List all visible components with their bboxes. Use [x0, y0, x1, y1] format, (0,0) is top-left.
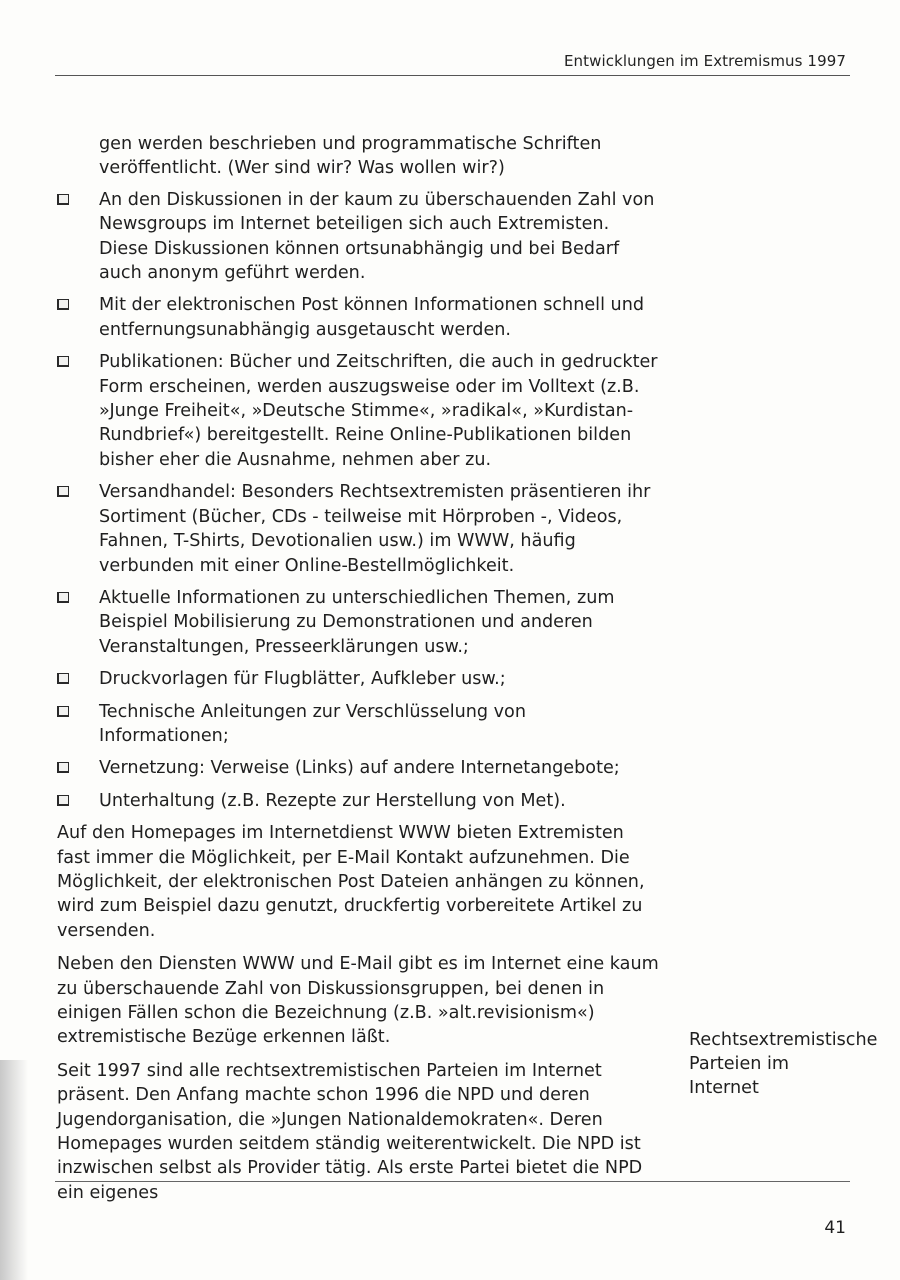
checkbox-bullet-icon: [57, 194, 69, 205]
checkbox-bullet-icon: [57, 673, 69, 684]
footer-rule: [55, 1181, 850, 1182]
checkbox-bullet-icon: [57, 356, 69, 367]
main-text-column: [57, 132, 659, 1214]
list-item: [57, 700, 659, 749]
list-item-text: Versandhandel: Besonders Rechtsextremisten präsentieren ihr Sortiment (Bücher, CDs - teilweise mit Hörproben -, Videos, Fahnen, T-Shirts, Devotionalien usw.) im WWW, häufig verbunden mit einer Online-Bestellmöglichkeit.: [99, 482, 651, 576]
list-item-text: Vernetzung: Verweise (Links) auf andere Internetangebote;: [99, 758, 620, 779]
list-item: [57, 188, 659, 286]
margin-note: Rechtsextremistische Parteien im Internet: [689, 1030, 878, 1098]
checkbox-bullet-icon: [57, 795, 69, 806]
list-item-text: Aktuelle Informationen zu unterschiedlichen Themen, zum Beispiel Mobilisierung zu Demonstrationen und anderen Veranstaltungen, Presseerklärungen usw.;: [99, 587, 615, 657]
list-item-text: Publikationen: Bücher und Zeitschriften, die auch in gedruckter Form erscheinen, werden auszugsweise oder im Volltext (z.B. »Junge Freiheit«, »Deutsche Stimme«, »radikal«, »Kurdistan-Rundbrief«) bereitgestellt. Reine Online-Publikationen bilden bisher eher die Ausnahme, nehmen aber zu.: [99, 352, 658, 470]
list-item-text: Unterhaltung (z.B. Rezepte zur Herstellung von Met).: [99, 790, 566, 811]
binding-shadow: [0, 1060, 28, 1280]
list-item-text: Technische Anleitungen zur Verschlüsselung von Informationen;: [99, 701, 526, 746]
list-item: [57, 350, 659, 472]
checkbox-bullet-icon: [57, 706, 69, 717]
list-item: [57, 586, 659, 659]
list-item: [57, 756, 659, 780]
list-item: [57, 667, 659, 691]
list-item-text: Druckvorlagen für Flugblätter, Aufkleber usw.;: [99, 669, 506, 690]
list-item: [57, 789, 659, 813]
checkbox-bullet-icon: [57, 762, 69, 773]
list-item: [57, 293, 659, 342]
checkbox-bullet-icon: [57, 299, 69, 310]
paragraph: Seit 1997 sind alle rechtsextremistischen Parteien im Internet präsent. Den Anfang machte schon 1996 die NPD und deren Jugendorganisation, die »Jungen Nationaldemokraten«. Deren Homepages wurden seitdem ständig weiterentwickelt. Die NPD ist inzwischen selbst als Provider tätig. Als erste Partei bietet die NPD ein eigenes: [57, 1060, 643, 1203]
page-number: 41: [824, 1218, 846, 1238]
checkbox-bullet-icon: [57, 486, 69, 497]
continuation-text: gen werden beschrieben und programmatische Schriften veröffentlicht. (Wer sind wir? Was wollen wir?): [99, 134, 602, 179]
header-rule: [55, 75, 850, 76]
running-header: Entwicklungen im Extremismus 1997: [563, 52, 846, 70]
checkbox-bullet-icon: [57, 592, 69, 603]
paragraph: Neben den Diensten WWW und E-Mail gibt es im Internet eine kaum zu überschauende Zahl von Diskussionsgruppen, bei denen in einigen Fällen schon die Bezeichnung (z.B. »alt.revisionism«) extremistische Bezüge erkennen läßt.: [57, 954, 659, 1048]
list-item-text: Mit der elektronischen Post können Informationen schnell und entfernungsunabhängig ausgetauscht werden.: [99, 295, 645, 340]
paragraph: Auf den Homepages im Internetdienst WWW bieten Extremisten fast immer die Möglichkeit, per E-Mail Kontakt aufzunehmen. Die Möglichkeit, der elektronischen Post Dateien anhängen zu können, wird zum Beispiel dazu genutzt, druckfertig vorbereitete Artikel zu versenden.: [57, 823, 645, 941]
list-item-text: An den Diskussionen in der kaum zu überschauenden Zahl von Newsgroups im Internet beteiligen sich auch Extremisten. Diese Diskussionen können ortsunabhängig und bei Bedarf auch anonym geführt werden.: [99, 189, 655, 284]
list-item: [57, 480, 659, 578]
